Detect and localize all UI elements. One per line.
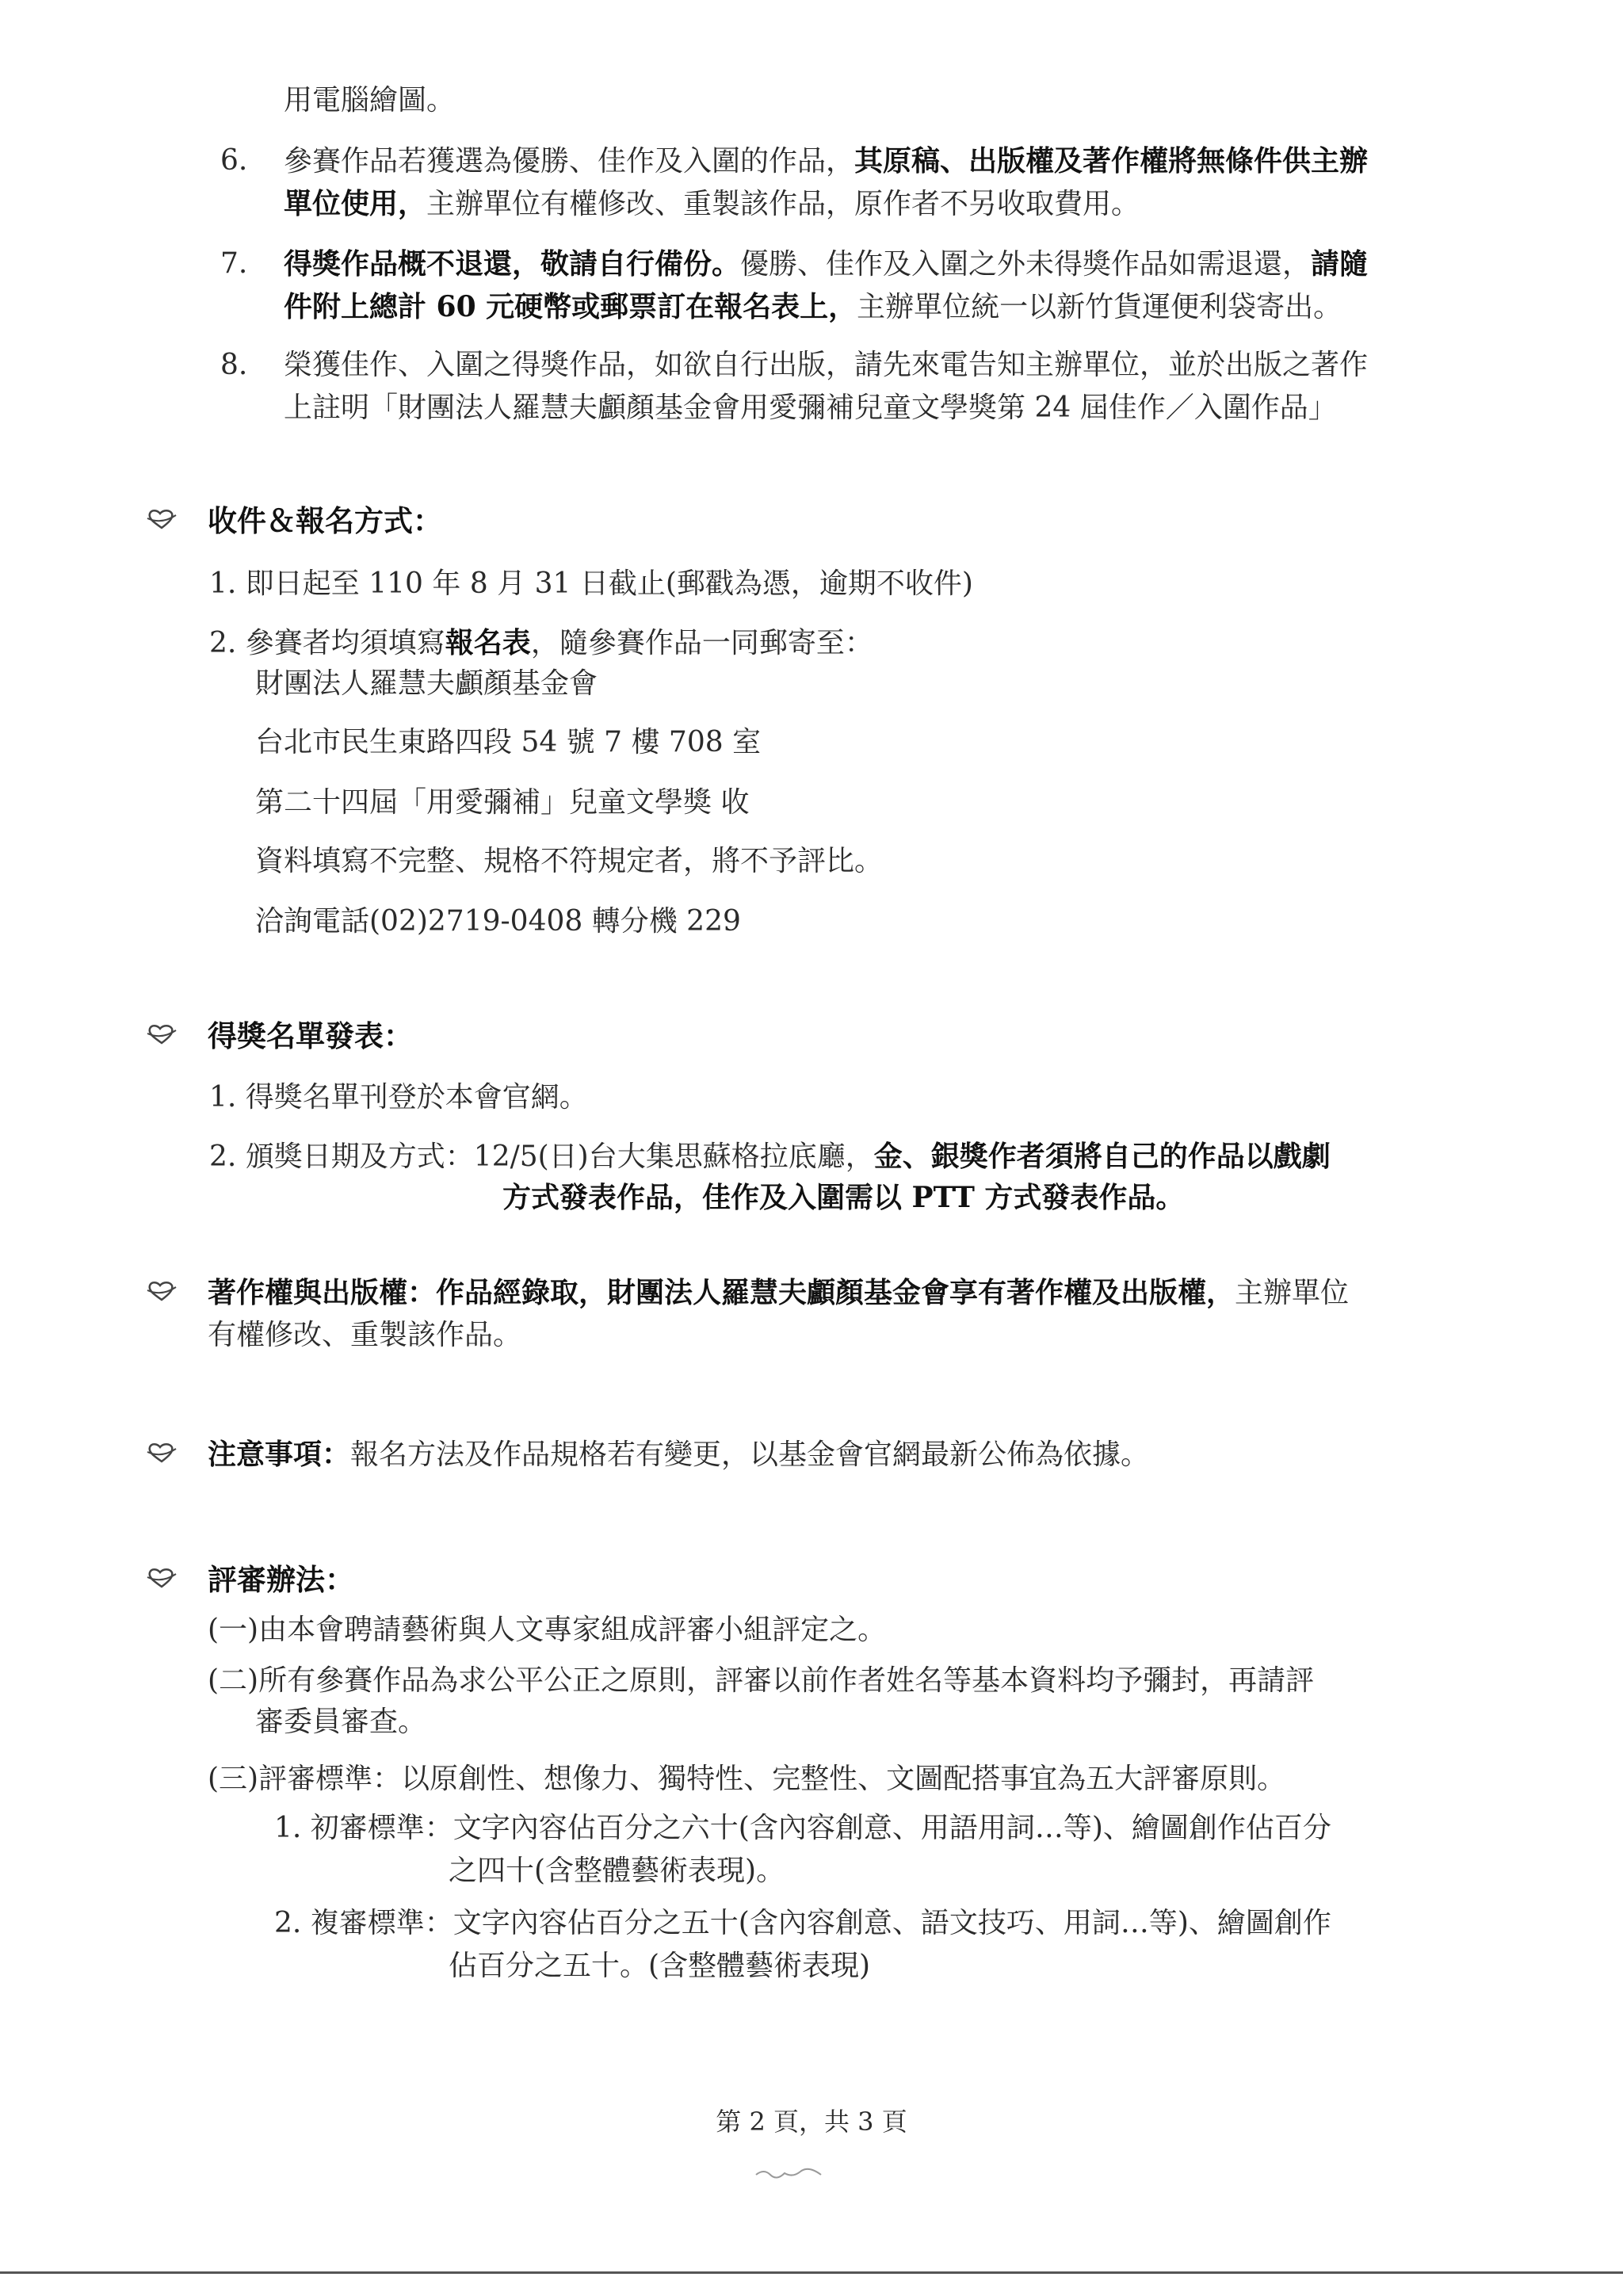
rule-8-number: 8.	[220, 349, 248, 381]
rule-8-line-2: 上註明「財團法人羅慧夫顱顏基金會用愛彌補兒童文學獎第 24 屆佳作／入圍作品」	[284, 392, 1337, 424]
handwritten-mark	[753, 2164, 824, 2183]
address-line: 洽詢電話(02)2719-0408 轉分機 229	[255, 905, 741, 938]
judging-sub-2-cont: 佔百分之五十。(含整體藝術表現)	[449, 1950, 871, 1982]
notice-line: 注意事項：報名方法及作品規格若有變更，以基金會官網最新公佈為依據。	[208, 1438, 1150, 1471]
winners-title: 得獎名單發表：	[208, 1018, 413, 1053]
heart-bullet-icon	[146, 507, 178, 531]
rule-6-number: 6.	[220, 144, 248, 177]
heart-bullet-icon	[146, 1279, 178, 1303]
winners-item-2-line-2: 方式發表作品，佳作及入圍需以 PTT 方式發表作品。	[502, 1181, 1185, 1214]
judging-title: 評審辦法：	[208, 1562, 354, 1597]
winners-item-1: 1. 得獎名單刊登於本會官網。	[209, 1081, 588, 1114]
rule-6-line-2: 單位使用，主辦單位有權修改、重製該作品，原作者不另收取費用。	[284, 187, 1140, 220]
heart-bullet-icon	[146, 1441, 178, 1465]
page-number: 第 2 頁，共 3 頁	[716, 2107, 907, 2137]
submission-item-1: 1. 即日起至 110 年 8 月 31 日截止(郵戳為憑，逾期不收件)	[209, 567, 973, 600]
address-line: 資料填寫不完整、規格不符規定者，將不予評比。	[255, 845, 884, 877]
heart-bullet-icon	[146, 1566, 178, 1590]
rule-8-line-1: 榮獲佳作、入圍之得獎作品，如欲自行出版，請先來電告知主辦單位，並於出版之著作	[284, 349, 1369, 381]
judging-line-2-cont: 審委員審查。	[255, 1706, 427, 1738]
judging-line-1: (一)由本會聘請藝術與人文專家組成評審小組評定之。	[208, 1614, 887, 1646]
rule-7-number: 7.	[220, 247, 248, 280]
judging-line-2: (二)所有參賽作品為求公平公正之原則，評審以前作者姓名等基本資料均予彌封，再請評	[208, 1664, 1315, 1697]
winners-item-2: 2. 頒獎日期及方式：12/5(日)台大集思蘇格拉底廳，金、銀獎作者須將自己的作品以戲劇	[209, 1140, 1331, 1173]
judging-sub-1: 1. 初審標準：文字內容佔百分之六十(含內容創意、用語用詞…等)、繪圖創作佔百分	[274, 1812, 1331, 1844]
address-line: 財團法人羅慧夫顱顏基金會	[255, 667, 598, 700]
judging-line-3: (三)評審標準：以原創性、想像力、獨特性、完整性、文圖配搭事宜為五大評審原則。	[208, 1763, 1286, 1795]
submission-item-2: 2. 參賽者均須填寫報名表，隨參賽作品一同郵寄至：	[209, 626, 873, 659]
copyright-line-2: 有權修改、重製該作品。	[208, 1319, 522, 1351]
rule-7-line-2: 件附上總計 60 元硬幣或郵票訂在報名表上，主辦單位統一以新竹貨運便利袋寄出。	[284, 290, 1342, 323]
rule-7-line-1: 得獎作品概不退還，敬請自行備份。優勝、佳作及入圍之外未得獎作品如需退還，請隨	[284, 247, 1369, 281]
address-line: 台北市民生東路四段 54 號 7 樓 708 室	[255, 726, 762, 758]
judging-sub-2: 2. 複審標準：文字內容佔百分之五十(含內容創意、語文技巧、用詞…等)、繪圖創作	[274, 1907, 1331, 1939]
intro-tail: 用電腦繪圖。	[284, 84, 456, 117]
judging-sub-1-cont: 之四十(含整體藝術表現)。	[449, 1855, 785, 1887]
copyright-line-1: 著作權與出版權：作品經錄取，財團法人羅慧夫顱顏基金會享有著作權及出版權，主辦單位	[208, 1276, 1350, 1309]
rule-6-line-1: 參賽作品若獲選為優勝、佳作及入圍的作品，其原稿、出版權及著作權將無條件供主辦	[284, 144, 1369, 178]
address-line: 第二十四屆「用愛彌補」兒童文學獎 收	[255, 786, 750, 819]
bottom-rule	[0, 2271, 1623, 2274]
submission-title: 收件＆報名方式：	[208, 503, 442, 538]
heart-bullet-icon	[146, 1022, 178, 1046]
